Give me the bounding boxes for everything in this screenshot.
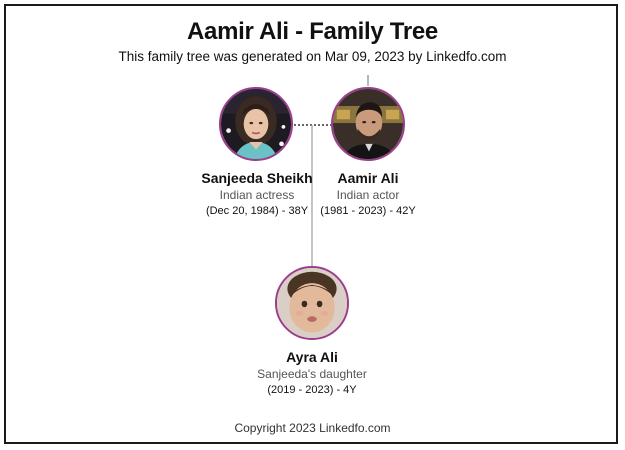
copyright-text: Copyright 2023 Linkedfo.com bbox=[234, 421, 391, 435]
sanjeeda-sheikh-role: Indian actress bbox=[219, 188, 295, 202]
aamir-ali-avatar[interactable] bbox=[331, 87, 405, 161]
aamir-ali-dates: (1981 - 2023) - 42Y bbox=[320, 205, 416, 217]
sanjeeda-sheikh-name[interactable]: Sanjeeda Sheikh bbox=[201, 170, 313, 186]
child-portrait-icon bbox=[277, 268, 347, 338]
woman-portrait-icon bbox=[221, 89, 291, 159]
ayra-ali-dates: (2019 - 2023) - 4Y bbox=[267, 384, 357, 396]
man-portrait-icon bbox=[333, 89, 403, 159]
ayra-ali-name[interactable]: Ayra Ali bbox=[286, 349, 338, 365]
ayra-ali-role: Sanjeeda's daughter bbox=[257, 367, 367, 381]
aamir-ali-role: Indian actor bbox=[336, 188, 400, 202]
sanjeeda-sheikh-avatar[interactable] bbox=[219, 87, 293, 161]
aamir-ali-name[interactable]: Aamir Ali bbox=[337, 170, 399, 186]
page-title: Aamir Ali - Family Tree bbox=[187, 18, 438, 45]
ayra-ali-avatar[interactable] bbox=[275, 266, 349, 340]
sanjeeda-sheikh-dates: (Dec 20, 1984) - 38Y bbox=[205, 205, 309, 217]
page-subtitle: This family tree was generated on Mar 09, 2023 by Linkedfo.com bbox=[118, 49, 507, 64]
